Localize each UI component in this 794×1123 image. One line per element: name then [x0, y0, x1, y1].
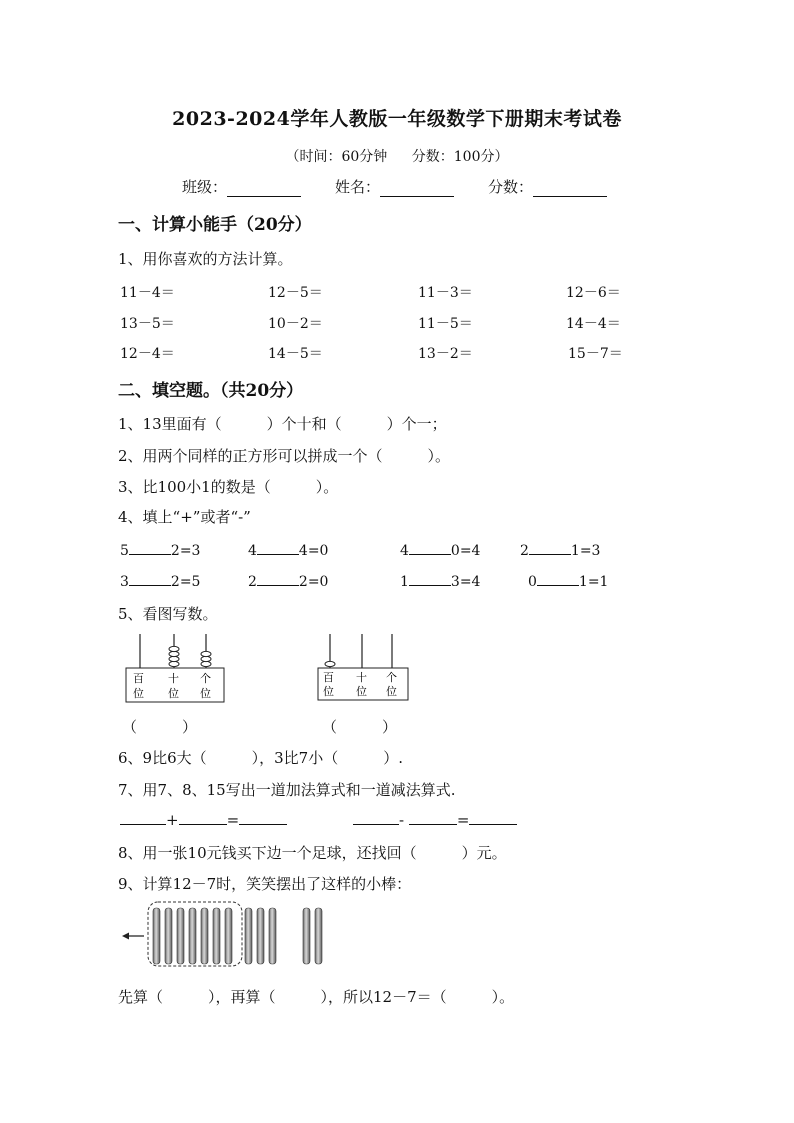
section2-heading: 二、填空题。（共20分）: [118, 381, 304, 401]
score-field: [488, 176, 607, 197]
sign-item: 4 0=4: [400, 540, 480, 559]
abacus-label-ones: 个: [200, 672, 211, 685]
calc-cell: 10－2＝: [268, 316, 323, 332]
score-blank[interactable]: [533, 180, 607, 197]
calc-cell: 13－2＝: [418, 346, 473, 362]
s2-question-6: 6、9比6大（ ），3比7小（ ）.: [118, 749, 403, 767]
sticks-diagram: [118, 898, 338, 974]
answer-blank[interactable]: [179, 810, 227, 825]
svg-text:位: 位: [168, 687, 179, 700]
sign-blank[interactable]: [529, 540, 571, 555]
svg-text:位: 位: [200, 687, 211, 700]
sign-item: 4 4=0: [248, 540, 328, 559]
s2-question-8: 8、用一张10元钱买下边一个足球，还找回（ ）元。: [118, 844, 507, 862]
sign-blank[interactable]: [409, 540, 451, 555]
answer-blank[interactable]: [120, 810, 166, 825]
svg-text:位: 位: [386, 685, 397, 698]
name-label: 姓名：: [335, 178, 381, 196]
calc-cell: 12－5＝: [268, 285, 323, 301]
page-title: 2023-2024学年人教版一年级数学下册期末考试卷: [172, 108, 622, 130]
total-score: 分数：100分）: [411, 149, 509, 165]
calc-cell: 15－7＝: [568, 346, 623, 362]
time-limit: （时间：60分钟: [285, 149, 388, 165]
sign-blank[interactable]: [257, 540, 299, 555]
score-label: 分数：: [488, 178, 534, 196]
arrow-left-icon: [122, 933, 144, 940]
sign-blank[interactable]: [129, 571, 171, 586]
calc-cell: 11－5＝: [418, 316, 473, 332]
calc-cell: 12－4＝: [120, 346, 175, 362]
calc-cell: 12－6＝: [566, 285, 621, 301]
s2-question-9: 9、计算12－7时，笑笑摆出了这样的小棒：: [118, 875, 412, 893]
s2-question-4: 4、填上“+”或者“-”: [118, 508, 251, 526]
s1-question-1: 1、用你喜欢的方法计算。: [118, 250, 293, 268]
svg-text:位: 位: [356, 685, 367, 698]
calc-cell: 11－3＝: [418, 285, 473, 301]
abacus-diagram-1: [124, 632, 228, 704]
sign-item: 3 2=5: [120, 571, 200, 590]
calc-cell: 14－4＝: [566, 316, 621, 332]
svg-text:十: 十: [356, 671, 367, 684]
answer-blank[interactable]: [469, 810, 517, 825]
abacus-diagram-2: [316, 632, 412, 704]
answer-blank[interactable]: [353, 810, 399, 825]
sign-blank[interactable]: [409, 571, 451, 586]
calc-cell: 11－4＝: [120, 285, 175, 301]
svg-text:个: 个: [386, 671, 397, 684]
answer-blank[interactable]: [239, 810, 287, 825]
sign-item: 2 1=3: [520, 540, 600, 559]
addition-equation: + =: [120, 810, 287, 829]
s2-question-5: 5、看图写数。: [118, 605, 218, 623]
calc-cell: 14－5＝: [268, 346, 323, 362]
sign-item: 0 1=1: [528, 571, 608, 590]
abacus-label-tens: 十: [168, 672, 179, 685]
class-blank[interactable]: [227, 180, 301, 197]
abacus-answer-1[interactable]: （ ）: [122, 718, 198, 736]
s2-question-2: 2、用两个同样的正方形可以拼成一个（ ）。: [118, 447, 451, 465]
class-field: [182, 176, 301, 197]
svg-text:位: 位: [323, 685, 334, 698]
svg-text:位: 位: [133, 687, 144, 700]
s2-question-3: 3、比100小1的数是（ ）。: [118, 478, 339, 496]
sign-item: 2 2=0: [248, 571, 328, 590]
sign-item: 1 3=4: [400, 571, 480, 590]
s2-question-7: 7、用7、8、15写出一道加法算式和一道减法算式.: [118, 781, 456, 799]
sign-blank[interactable]: [537, 571, 579, 586]
svg-text:百: 百: [323, 671, 334, 684]
name-blank[interactable]: [380, 180, 454, 197]
subtraction-equation: - =: [353, 810, 517, 829]
s2-question-1: 1、13里面有（ ）个十和（ ）个一；: [118, 415, 447, 433]
calc-cell: 13－5＝: [120, 316, 175, 332]
name-field: [335, 176, 454, 197]
abacus-label-hundreds: 百: [133, 672, 144, 685]
sign-item: 5 2=3: [120, 540, 200, 559]
sign-blank[interactable]: [129, 540, 171, 555]
exam-meta: [0, 146, 794, 166]
sign-blank[interactable]: [257, 571, 299, 586]
class-label: 班级：: [182, 178, 228, 196]
answer-blank[interactable]: [409, 810, 457, 825]
section1-heading: 一、计算小能手（20分）: [118, 215, 312, 235]
abacus-answer-2[interactable]: （ ）: [322, 718, 398, 736]
s2-question-9-answer: 先算（ ），再算（ ），所以12－7＝（ ）。: [118, 988, 515, 1006]
